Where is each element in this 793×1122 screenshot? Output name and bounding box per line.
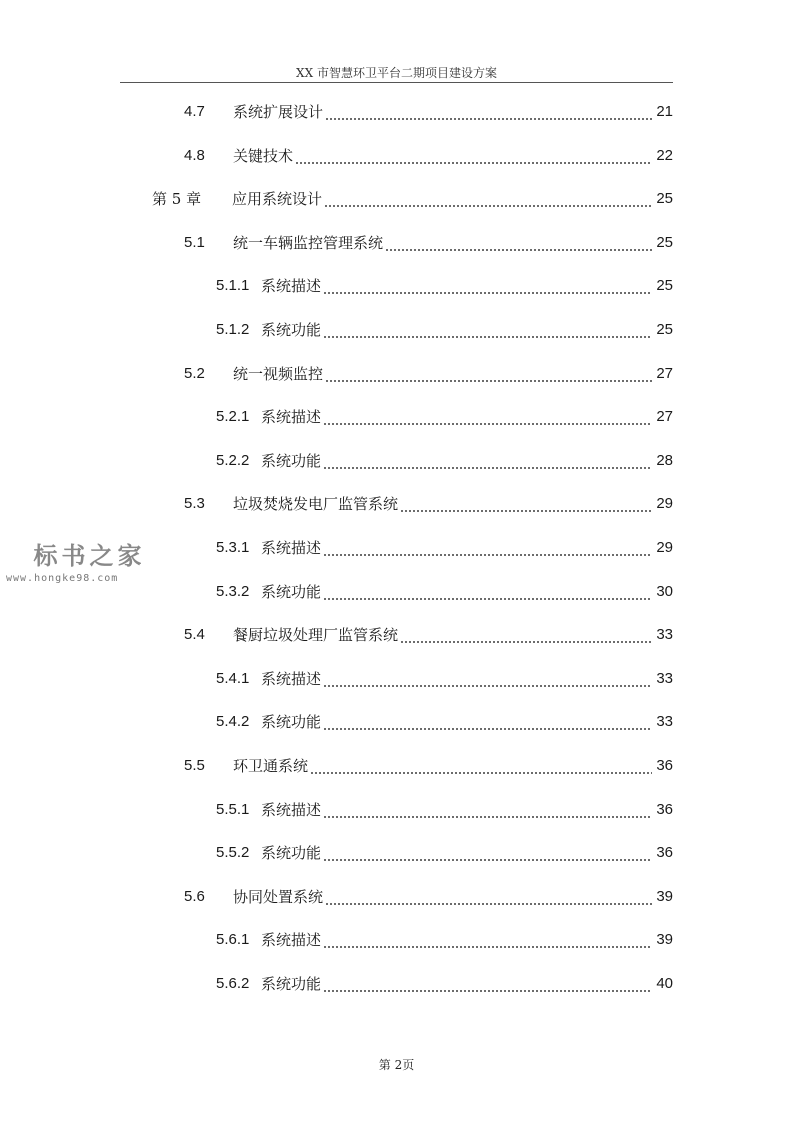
toc-entry-number: 5.5.2 <box>216 844 250 861</box>
toc-entry-title: 系统功能 <box>261 975 322 993</box>
toc-entry-title: 系统描述 <box>261 801 322 819</box>
toc-entry[interactable] <box>184 145 673 167</box>
toc-dot-leader <box>324 188 652 210</box>
toc-entry-page: 36 <box>656 844 673 861</box>
toc-entry[interactable] <box>184 232 673 254</box>
toc-entry-number: 5.3 <box>184 495 205 512</box>
toc-entry-title: 系统功能 <box>261 452 322 470</box>
toc-dot-leader <box>295 145 652 167</box>
toc-entry-page: 33 <box>656 670 673 687</box>
toc-entry[interactable] <box>184 363 673 385</box>
toc-entry-page: 22 <box>656 147 673 164</box>
toc-entry-page: 25 <box>656 321 673 338</box>
toc-entry-number: 5.4.1 <box>216 670 250 687</box>
toc-dot-leader <box>323 668 652 690</box>
toc-entry-page: 27 <box>656 408 673 425</box>
toc-dot-leader <box>385 232 652 254</box>
toc-dot-leader <box>325 101 652 123</box>
watermark <box>6 536 157 584</box>
toc-dot-leader <box>323 406 652 428</box>
toc-entry-title: 关键技术 <box>233 147 294 165</box>
toc-entry[interactable] <box>216 406 673 428</box>
watermark-name: 标书之家 <box>33 542 146 570</box>
toc-dot-leader <box>400 493 652 515</box>
toc-entry-number: 5.3.1 <box>216 539 250 556</box>
toc-entry-number: 5.6.1 <box>216 931 250 948</box>
toc-entry[interactable] <box>216 842 673 864</box>
watermark-url: www.hongke98.com <box>6 573 119 584</box>
toc-entry-page: 29 <box>656 495 673 512</box>
toc-entry-page: 36 <box>656 757 673 774</box>
toc-dot-leader <box>323 537 652 559</box>
toc-entry-number: 5.1.1 <box>216 277 250 294</box>
toc-dot-leader <box>323 973 652 995</box>
toc-entry-title: 系统描述 <box>261 277 322 295</box>
toc-entry-title: 协同处置系统 <box>233 888 324 906</box>
toc-dot-leader <box>323 929 652 951</box>
toc-dot-leader <box>323 319 652 341</box>
toc-dot-leader <box>323 711 652 733</box>
toc-entry-page: 36 <box>656 801 673 818</box>
toc-entry-page: 21 <box>656 103 673 120</box>
toc-entry-page: 39 <box>656 931 673 948</box>
toc-entry[interactable] <box>216 581 673 603</box>
toc-entry-number: 5.5.1 <box>216 801 250 818</box>
toc-entry-page: 25 <box>656 190 673 207</box>
toc-entry[interactable] <box>216 275 673 297</box>
toc-entry[interactable] <box>216 668 673 690</box>
toc-entry-title: 系统功能 <box>261 583 322 601</box>
toc-entry-page: 40 <box>656 975 673 992</box>
toc-entry-title: 环卫通系统 <box>233 757 309 775</box>
toc-entry-title: 统一视频监控 <box>233 365 324 383</box>
toc-dot-leader <box>325 363 652 385</box>
header-divider <box>120 82 673 83</box>
toc-entry-page: 39 <box>656 888 673 905</box>
toc-entry-page: 27 <box>656 365 673 382</box>
toc-entry-title: 餐厨垃圾处理厂监管系统 <box>233 626 399 644</box>
toc-entry-page: 25 <box>656 277 673 294</box>
toc-entry-page: 33 <box>656 626 673 643</box>
toc-entry-title: 垃圾焚烧发电厂监管系统 <box>233 495 399 513</box>
toc-dot-leader <box>323 799 652 821</box>
toc-entry-title: 应用系统设计 <box>232 190 323 208</box>
toc-entry-page: 33 <box>656 713 673 730</box>
toc-entry-title: 系统描述 <box>261 539 322 557</box>
toc-entry[interactable] <box>216 319 673 341</box>
toc-entry[interactable] <box>216 537 673 559</box>
toc-dot-leader <box>323 581 652 603</box>
toc-entry-title: 系统描述 <box>261 670 322 688</box>
toc-chapter-entry[interactable] <box>152 188 673 210</box>
toc-entry[interactable] <box>216 929 673 951</box>
toc-entry[interactable] <box>184 101 673 123</box>
toc-entry[interactable] <box>184 493 673 515</box>
toc-entry-number: 5.2.2 <box>216 452 250 469</box>
toc-entry[interactable] <box>216 450 673 472</box>
toc-dot-leader <box>325 886 652 908</box>
toc-dot-leader <box>323 842 652 864</box>
page-header-title: XX 市智慧环卫平台二期项目建设方案 <box>296 66 497 80</box>
toc-entry-page: 29 <box>656 539 673 556</box>
toc-entry-number: 5.6.2 <box>216 975 250 992</box>
toc-dot-leader <box>400 624 652 646</box>
toc-dot-leader <box>323 450 652 472</box>
toc-entry-number: 4.7 <box>184 103 205 120</box>
toc-entry-title: 系统功能 <box>261 321 322 339</box>
toc-entry-number: 第 5 章 <box>152 190 202 208</box>
toc-entry-title: 系统扩展设计 <box>233 103 324 121</box>
toc-entry-number: 5.4 <box>184 626 205 643</box>
toc-entry[interactable] <box>216 973 673 995</box>
page-number: 第 2页 <box>378 1058 415 1072</box>
toc-entry[interactable] <box>184 755 673 777</box>
toc-entry-number: 5.2 <box>184 365 205 382</box>
toc-entry[interactable] <box>184 886 673 908</box>
toc-entry-page: 30 <box>656 583 673 600</box>
toc-entry-number: 5.3.2 <box>216 583 250 600</box>
toc-entry-title: 统一车辆监控管理系统 <box>233 234 384 252</box>
toc-entry-number: 5.2.1 <box>216 408 250 425</box>
toc-entry-title: 系统功能 <box>261 713 322 731</box>
toc-entry-page: 25 <box>656 234 673 251</box>
toc-entry-number: 5.1 <box>184 234 205 251</box>
toc-dot-leader <box>310 755 652 777</box>
toc-entry-number: 5.5 <box>184 757 205 774</box>
toc-entry-title: 系统功能 <box>261 844 322 862</box>
toc-entry-page: 28 <box>656 452 673 469</box>
toc-entry-title: 系统描述 <box>261 408 322 426</box>
toc-entry-number: 4.8 <box>184 147 205 164</box>
toc-entry[interactable] <box>184 624 673 646</box>
toc-entry-title: 系统描述 <box>261 931 322 949</box>
toc-entry[interactable] <box>216 799 673 821</box>
toc-entry-number: 5.6 <box>184 888 205 905</box>
toc-entry[interactable] <box>216 711 673 733</box>
toc-entry-number: 5.1.2 <box>216 321 250 338</box>
toc-entry-number: 5.4.2 <box>216 713 250 730</box>
toc-dot-leader <box>323 275 652 297</box>
